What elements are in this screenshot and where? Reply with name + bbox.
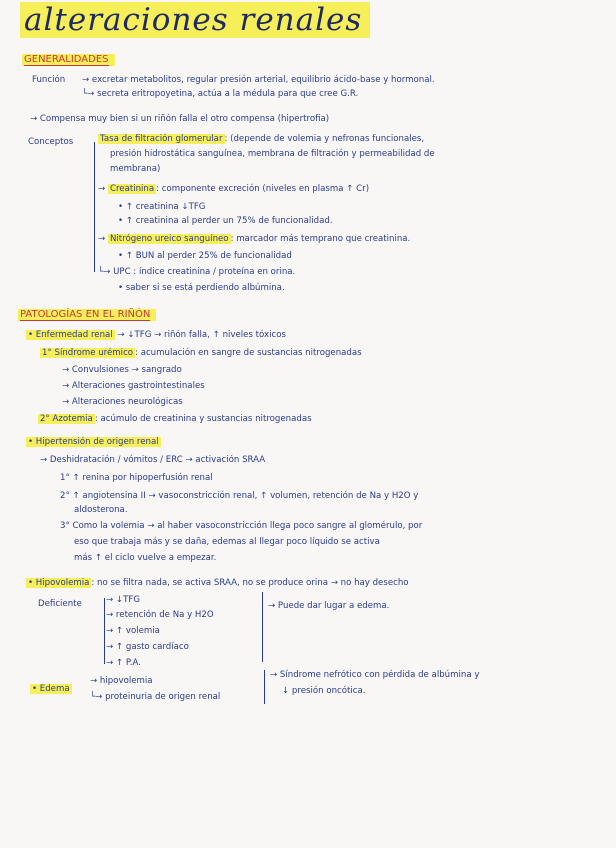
section-patologias: PATOLOGÍAS EN EL RIÑÓN [18,309,156,321]
sindrome-uremico-line: 1° Síndrome urémico : acumulación en sangre de sustancias nitrogenadas [42,348,362,358]
tfg-line-2: presión hidrostática sanguínea, membrana de filtración y permeabilidad de [110,149,435,159]
sindrome-sub-3: → Alteraciones neurológicas [62,397,183,407]
conceptos-bracket [94,142,95,272]
conceptos-label: Conceptos [28,137,74,147]
deficiente-result-bracket [262,592,263,662]
upc-line: └→ UPC : índice creatinina / proteína en orina. [98,267,296,277]
tfg-line-3: membrana) [110,164,161,174]
hipertension-sub-3: 2° ↑ angiotensina II → vasoconstricción renal, ↑ volumen, retención de Na y H2O y [60,491,419,501]
edema-line: • Edema [32,684,70,694]
creatinina-sub-2: • ↑ creatinina al perder un 75% de funcionalidad. [118,216,333,226]
deficiente-label: Deficiente [38,599,82,609]
creatinina-line: → Creatinina : componente excreción (niveles en plasma ↑ Cr) [98,184,370,194]
tfg-line: Tasa de filtración glomerular : (depende de volemia y nefronas funcionales, [100,134,425,144]
hipertension-line: • Hipertensión de origen renal [28,437,159,447]
creatinina-sub-1: • ↑ creatinina ↓TFG [118,202,206,212]
enfermedad-renal-line: • Enfermedad renal → ↓TFG → riñón falla, ↑ niveles tóxicos [28,330,286,340]
deficiente-sub-1: → ↓TFG [106,595,140,605]
upc-sub-1: • saber si se está perdiendo albúmina. [118,283,285,293]
edema-result-1: → Síndrome nefrótico con pérdida de albúmina y [270,670,480,680]
deficiente-sub-4: → ↑ gasto cardíaco [106,642,189,652]
hipertension-sub-6: eso que trabaja más y se daña, edemas al llegar poco líquido se activa [74,537,380,547]
funcion-line-2: └→ secreta eritropoyetina, actúa a la médula para que cree G.R. [82,89,359,99]
funcion-label: Función [32,75,66,85]
deficiente-result: → Puede dar lugar a edema. [268,601,390,611]
edema-result-bracket [264,670,265,704]
sindrome-sub-2: → Alteraciones gastrointestinales [62,381,205,391]
hipertension-sub-2: 1° ↑ renina por hipoperfusión renal [60,473,213,483]
deficiente-sub-2: → retención de Na y H2O [106,610,214,620]
edema-result-2: ↓ presión oncótica. [282,686,366,696]
hipertension-sub-5: 3° Como la volemia → al haber vasoconstricción llega poco sangre al glomérulo, por [60,521,423,531]
deficiente-bracket [104,598,105,664]
bun-sub-1: • ↑ BUN al perder 25% de funcionalidad [118,251,292,261]
bun-line: → Nitrógeno ureico sanguíneo : marcador más temprano que creatinina. [98,234,411,244]
hipertension-sub-4: aldosterona. [74,505,128,515]
edema-sub-1: → hipovolemia [90,676,153,686]
hipovolemia-line: • Hipovolemia : no se filtra nada, se activa SRAA, no se produce orina → no hay desecho [28,578,409,588]
hipertension-sub-7: más ↑ el ciclo vuelve a empezar. [74,553,217,563]
funcion-line-1: → excretar metabolitos, regular presión arterial, equilibrio ácido-base y hormonal. [82,75,435,85]
hipertension-sub-1: → Deshidratación / vómitos / ERC → activación SRAA [40,455,266,465]
deficiente-sub-5: → ↑ P.A. [106,658,141,668]
page-title: alteraciones renales [20,2,370,38]
deficiente-sub-3: → ↑ volemia [106,626,160,636]
edema-sub-2: └→ proteinuria de origen renal [90,692,221,702]
section-generalidades: GENERALIDADES [22,54,115,66]
azotemia-line: 2° Azotemia : acúmulo de creatinina y sustancias nitrogenadas [40,414,312,424]
sindrome-sub-1: → Convulsiones → sangrado [62,365,182,375]
compensa-line: → Compensa muy bien si un riñón falla el otro compensa (hipertrofia) [30,114,330,124]
